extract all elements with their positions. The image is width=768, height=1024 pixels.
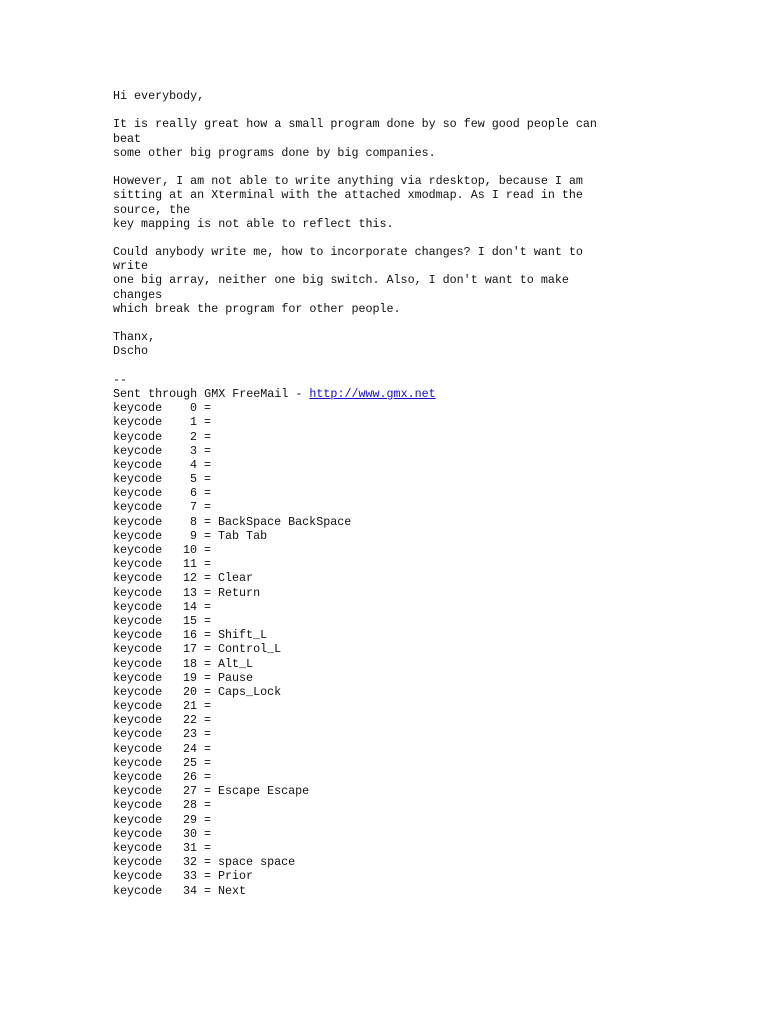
keycode-number: 29	[182, 812, 197, 827]
keycode-equals: =	[204, 869, 212, 884]
paragraph-line: which break the program for other people.	[113, 301, 401, 316]
keycode-equals: =	[204, 699, 212, 714]
keycode-number: 23	[182, 727, 197, 742]
keysym-list: Control_L	[218, 642, 282, 657]
keycode-equals: =	[204, 443, 212, 458]
paragraph-line: sitting at an Xterminal with the attached xmodmap. As I read in the	[113, 188, 583, 203]
keycode-equals: =	[204, 500, 212, 515]
keycode-row	[113, 401, 673, 415]
signature-separator: --	[113, 372, 128, 387]
paragraph-line: one big array, neither one big switch. Also, I don't want to make	[113, 273, 569, 288]
keycode-row	[113, 770, 673, 784]
keycode-equals: =	[204, 883, 212, 898]
keycode-number: 32	[182, 855, 197, 870]
paragraph-praise	[113, 117, 673, 160]
keycode-label: keycode	[113, 855, 163, 870]
keycode-number: 18	[182, 656, 197, 671]
keycode-row	[113, 415, 673, 429]
keycode-number: 16	[182, 628, 197, 643]
keycode-number: 21	[182, 699, 197, 714]
paragraph-problem	[113, 174, 673, 231]
keycode-label: keycode	[113, 486, 163, 501]
keycode-equals: =	[204, 571, 212, 586]
keycode-equals: =	[204, 585, 212, 600]
paragraph-line: beat	[113, 131, 142, 146]
keycode-equals: =	[204, 599, 212, 614]
keycode-label: keycode	[113, 684, 163, 699]
keycode-number: 5	[189, 472, 197, 487]
keycode-row	[113, 727, 673, 741]
keycode-label: keycode	[113, 472, 163, 487]
keycode-equals: =	[204, 528, 212, 543]
keycode-number: 28	[182, 798, 197, 813]
keycode-equals: =	[204, 401, 212, 416]
keycode-number: 27	[182, 784, 197, 799]
keysym-list: Prior	[218, 869, 254, 884]
keycode-label: keycode	[113, 528, 163, 543]
keycode-row	[113, 642, 673, 656]
keycode-label: keycode	[113, 883, 163, 898]
keycode-row	[113, 614, 673, 628]
keycode-row	[113, 657, 673, 671]
keysym-list: space space	[218, 855, 296, 870]
keycode-equals: =	[204, 613, 212, 628]
keycode-number: 9	[189, 528, 197, 543]
keycode-label: keycode	[113, 415, 163, 430]
keycode-number: 22	[182, 713, 197, 728]
keycode-label: keycode	[113, 571, 163, 586]
keysym-list: Shift_L	[218, 628, 268, 643]
keycode-equals: =	[204, 798, 212, 813]
keycode-row	[113, 486, 673, 500]
keycode-row	[113, 756, 673, 770]
paragraph-line: It is really great how a small program done by so few good people can	[113, 117, 597, 132]
keycode-row	[113, 798, 673, 812]
keycode-equals: =	[204, 855, 212, 870]
keycode-label: keycode	[113, 670, 163, 685]
keycode-equals: =	[204, 770, 212, 784]
keycode-equals: =	[204, 670, 212, 685]
keysym-list: Caps_Lock	[218, 684, 282, 699]
keycode-equals: =	[204, 415, 212, 430]
paragraph-line: However, I am not able to write anything via rdesktop, because I am	[113, 174, 583, 189]
keycode-label: keycode	[113, 840, 163, 855]
keysym-list: Alt_L	[218, 656, 254, 671]
keycode-number: 3	[189, 443, 197, 458]
keycode-label: keycode	[113, 869, 163, 884]
paragraph-line: key mapping is not able to reflect this.	[113, 216, 394, 231]
keycode-row	[113, 699, 673, 713]
keycode-number: 8	[189, 514, 197, 529]
gmx-link[interactable]: http://www.gmx.net	[309, 386, 436, 401]
keysym-list: Clear	[218, 571, 254, 586]
keycode-equals: =	[204, 457, 212, 472]
keycode-label: keycode	[113, 770, 163, 784]
keycode-row	[113, 557, 673, 571]
keycode-equals: =	[204, 628, 212, 643]
keycode-label: keycode	[113, 642, 163, 657]
keycode-label: keycode	[113, 500, 163, 515]
paragraph-line: Could anybody write me, how to incorporate changes? I don't want to	[113, 245, 583, 260]
keycode-label: keycode	[113, 699, 163, 714]
keysym-list: Return	[218, 585, 261, 600]
keycode-row	[113, 742, 673, 756]
keycode-row	[113, 628, 673, 642]
keycode-label: keycode	[113, 457, 163, 472]
keycode-equals: =	[204, 514, 212, 529]
keycode-row	[113, 444, 673, 458]
keycode-label: keycode	[113, 784, 163, 799]
blank-line	[113, 103, 673, 117]
keycode-number: 26	[182, 770, 197, 784]
keycode-label: keycode	[113, 585, 163, 600]
keycode-label: keycode	[113, 514, 163, 529]
keycode-number: 10	[182, 543, 197, 557]
keycode-equals: =	[204, 656, 212, 671]
keycode-number: 17	[182, 642, 197, 657]
keycode-row	[113, 500, 673, 514]
keycode-number: 7	[189, 500, 197, 515]
paragraph-line: write	[113, 259, 149, 274]
keycode-number: 11	[182, 557, 197, 572]
keycode-equals: =	[204, 472, 212, 487]
keycode-number: 1	[189, 415, 197, 430]
keycode-equals: =	[204, 543, 212, 557]
paragraph-line: changes	[113, 287, 163, 302]
keysym-list: Next	[218, 883, 247, 898]
keycode-label: keycode	[113, 713, 163, 728]
signoff: Thanx,	[113, 330, 156, 345]
keycode-label: keycode	[113, 656, 163, 671]
keycode-number: 12	[182, 571, 197, 586]
greeting-line: Hi everybody,	[113, 89, 205, 103]
email-document	[113, 89, 673, 898]
signature-name: Dscho	[113, 344, 149, 359]
keycode-number: 0	[189, 401, 197, 416]
keycode-equals: =	[204, 557, 212, 572]
keycode-equals: =	[204, 486, 212, 501]
keycode-row	[113, 515, 673, 529]
footer-prefix: Sent through GMX FreeMail -	[113, 386, 310, 401]
keycode-row	[113, 472, 673, 486]
keycode-label: keycode	[113, 812, 163, 827]
keysym-list: Escape Escape	[218, 784, 310, 799]
keycode-label: keycode	[113, 628, 163, 643]
blank-line	[113, 359, 673, 373]
keycode-number: 19	[182, 670, 197, 685]
keycode-number: 34	[182, 883, 197, 898]
keycode-row	[113, 813, 673, 827]
paragraph-line: source, the	[113, 202, 191, 217]
keycode-number: 20	[182, 684, 197, 699]
keycode-number: 14	[182, 599, 197, 614]
paragraph-line: some other big programs done by big companies.	[113, 145, 436, 160]
footer-line	[113, 387, 673, 401]
keycode-number: 15	[182, 613, 197, 628]
keycode-label: keycode	[113, 826, 163, 841]
keycode-equals: =	[204, 727, 212, 742]
keycode-label: keycode	[113, 557, 163, 572]
keycode-row	[113, 600, 673, 614]
keycode-row	[113, 458, 673, 472]
keycode-number: 25	[182, 755, 197, 770]
keycode-label: keycode	[113, 613, 163, 628]
keycode-number: 24	[182, 741, 197, 756]
keycode-number: 13	[182, 585, 197, 600]
keycode-label: keycode	[113, 543, 163, 557]
keycode-row	[113, 671, 673, 685]
blank-line	[113, 160, 673, 174]
keysym-list: Tab Tab	[218, 528, 268, 543]
keycode-equals: =	[204, 684, 212, 699]
keycode-row	[113, 586, 673, 600]
keycode-equals: =	[204, 840, 212, 855]
keycode-label: keycode	[113, 599, 163, 614]
keycode-equals: =	[204, 784, 212, 799]
keycode-equals: =	[204, 642, 212, 657]
keycode-label: keycode	[113, 727, 163, 742]
keycode-label: keycode	[113, 429, 163, 444]
keycode-row	[113, 430, 673, 444]
keycode-row	[113, 784, 673, 798]
keycode-number: 31	[182, 840, 197, 855]
blank-line	[113, 316, 673, 330]
keysym-list: BackSpace BackSpace	[218, 514, 352, 529]
keycode-equals: =	[204, 826, 212, 841]
keycode-row	[113, 884, 673, 898]
keycode-equals: =	[204, 713, 212, 728]
keysym-list: Pause	[218, 670, 254, 685]
keycode-number: 30	[182, 826, 197, 841]
keycode-number: 2	[189, 429, 197, 444]
keycode-equals: =	[204, 812, 212, 827]
keycode-equals: =	[204, 429, 212, 444]
keycode-number: 33	[182, 869, 197, 884]
blank-line	[113, 231, 673, 245]
keycode-label: keycode	[113, 443, 163, 458]
keycode-label: keycode	[113, 798, 163, 813]
keycode-row	[113, 571, 673, 585]
keycode-row	[113, 869, 673, 883]
keycode-label: keycode	[113, 755, 163, 770]
keycode-number: 4	[189, 457, 197, 472]
keycode-equals: =	[204, 741, 212, 756]
keycode-row	[113, 529, 673, 543]
keycode-number: 6	[189, 486, 197, 501]
keycode-row	[113, 827, 673, 841]
keymap-listing	[113, 401, 673, 898]
keycode-equals: =	[204, 755, 212, 770]
paragraph-question	[113, 245, 673, 316]
keycode-row	[113, 841, 673, 855]
keycode-row	[113, 855, 673, 869]
keycode-row	[113, 713, 673, 727]
keycode-label: keycode	[113, 741, 163, 756]
keycode-row	[113, 685, 673, 699]
keycode-label: keycode	[113, 401, 163, 416]
keycode-row	[113, 543, 673, 557]
